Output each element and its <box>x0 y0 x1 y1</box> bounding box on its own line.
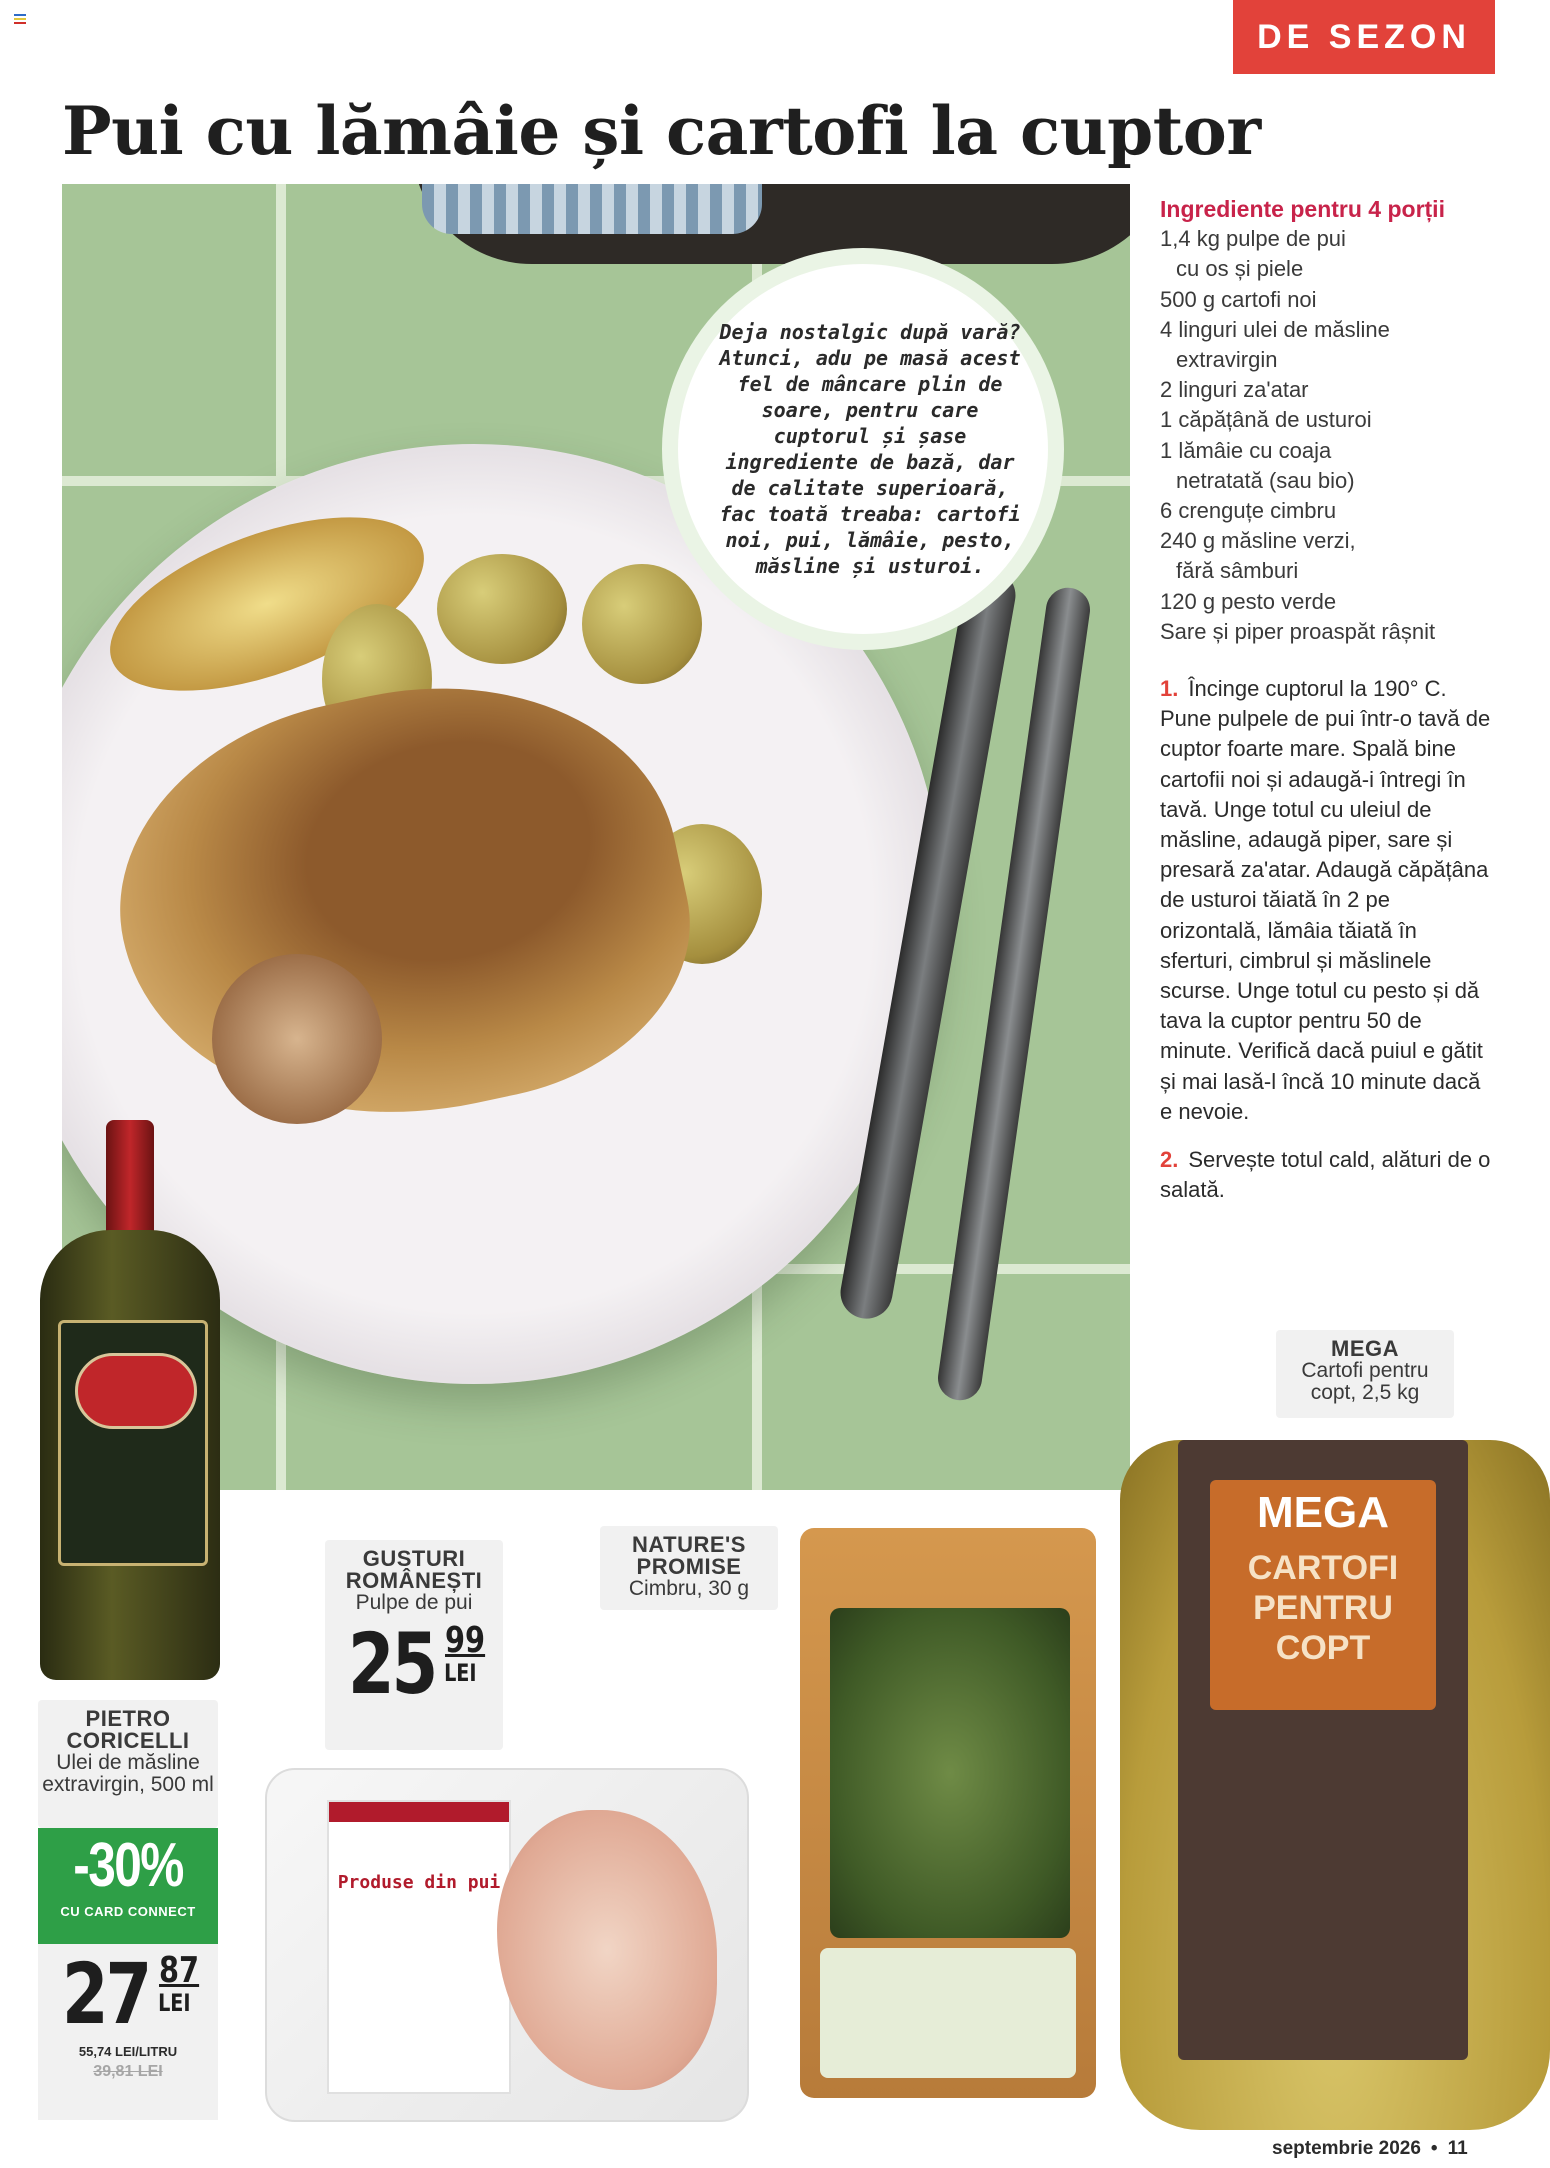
ingredient-item: 4 linguri ulei de măsline <box>1160 316 1390 342</box>
page-title: Pui cu lămâie și cartofi la cuptor <box>62 92 1261 170</box>
product-description: Pulpe de pui <box>355 1591 473 1614</box>
step-text: Încinge cuptorul la 190° C. Pune pulpele de pui într-o tavă de cuptor foarte mare. Spală bine cartofii noi și adaugă-i întregi în tavă. Unge totul cu uleiul de măsline, adaugă piper, sare și presară za'atar. Adaugă căpățâna de usturoi tăiată în 2 pe orizontală, lămâia tăiată în sferturi, cimbrul și măslinele scurse. Unge totul cu pesto și dă tava la cuptor pentru 50 de minute. Verifică dacă puiul e gătit și mai lasă-l încă 10 minute dacă e nevoie. <box>1160 676 1491 1124</box>
recipe-step <box>1160 674 1496 1127</box>
thyme-package-image <box>800 1528 1096 2098</box>
section-tab: DE SEZON <box>1233 0 1495 74</box>
product-brand: PIETRO CORICELLI <box>66 1706 190 1753</box>
product-label-pietro <box>38 1700 218 1828</box>
discount-badge <box>38 1828 218 1944</box>
price-currency: LEI <box>158 1989 191 2017</box>
discount-percent: -30% <box>73 1831 183 1900</box>
bag-logo: MEGA <box>1257 1488 1389 1537</box>
ingredient-item: cu os și piele <box>1176 256 1304 282</box>
recipe-steps <box>1160 674 1496 1223</box>
page-footer: septembrie 2026 • 11 <box>1272 2138 1468 2159</box>
potato-image <box>582 564 702 684</box>
ingredient-item: 1 căpățână de usturoi <box>1160 407 1372 433</box>
ingredients-title: Ingrediente pentru 4 porții <box>1160 196 1445 222</box>
price-currency: LEI <box>444 1659 477 1687</box>
ingredient-item: 1,4 kg pulpe de pui <box>1160 226 1346 252</box>
kitchen-cloth-image <box>422 184 762 234</box>
ingredient-item: fără sâmburi <box>1176 558 1299 584</box>
corner-flag-icon <box>14 14 26 24</box>
unit-price: 55,74 LEI/LITRU <box>78 2044 178 2059</box>
step-number: 2. <box>1160 1147 1179 1173</box>
quote-bubble <box>662 248 1064 650</box>
price <box>325 1615 503 1713</box>
product-label-natures <box>600 1526 778 1610</box>
ingredient-item: netratată (sau bio) <box>1176 467 1355 493</box>
ingredient-item: 240 g măsline verzi, <box>1160 528 1356 554</box>
step-number: 1. <box>1160 676 1179 701</box>
page-number: 11 <box>1447 2138 1468 2159</box>
price <box>38 1945 218 2043</box>
ingredient-item: 120 g pesto verde <box>1160 588 1337 614</box>
price-box-pietro <box>38 1944 218 2120</box>
recipe-step <box>1160 1145 1496 1205</box>
product-brand: GUSTURI ROMÂNEȘTI <box>345 1546 483 1593</box>
product-label-mega <box>1276 1330 1454 1418</box>
potato-image <box>437 554 567 664</box>
product-label-gusturi <box>325 1540 503 1750</box>
product-brand: NATURE'S PROMISE <box>632 1532 746 1579</box>
ingredient-item: 1 lămâie cu coaja <box>1160 437 1332 463</box>
ingredient-item: Sare și piper proaspăt râșnit <box>1160 618 1436 644</box>
potato-bag-image <box>1120 1440 1550 2130</box>
product-brand: MEGA <box>1331 1336 1399 1361</box>
product-description: Cimbru, 30 g <box>628 1577 750 1600</box>
ingredient-item: 2 linguri za'atar <box>1160 377 1309 403</box>
ingredient-item: extravirgin <box>1176 347 1278 373</box>
package-title: Produse din pui <box>337 1872 501 1893</box>
olive-oil-bottle-image <box>40 1120 220 1680</box>
price-decimals: 99 <box>445 1620 486 1661</box>
discount-note: CU CARD CONNECT <box>60 1904 196 1919</box>
price-integer: 25 <box>348 1615 436 1713</box>
product-description: Ulei de măsline extravirgin, 500 ml <box>42 1751 214 1796</box>
ingredients-list <box>1160 194 1540 647</box>
step-text: Servește totul cald, alături de o salată. <box>1160 1147 1491 1203</box>
price-decimals: 87 <box>159 1950 200 1991</box>
issue-month: septembrie 2026 <box>1272 2138 1421 2159</box>
ingredient-item: 500 g cartofi noi <box>1160 286 1317 312</box>
ingredient-item: 6 crenguțe cimbru <box>1160 498 1337 524</box>
product-description: Cartofi pentru copt, 2,5 kg <box>1301 1359 1429 1404</box>
bag-title: CARTOFI PENTRU COPT <box>1247 1549 1399 1667</box>
garlic-image <box>212 954 382 1124</box>
quote-text: Deja nostalgic după vară? Atunci, adu pe masă acest fel de mâncare plin de soare, pentru care cuptorul și șase ingrediente de bază, dar de calitate superioară, fac toată treaba: cartofi noi, pui, lămâie, pesto, măsline și usturoi. <box>719 320 1021 578</box>
old-price: 39,81 LEI <box>93 2063 163 2080</box>
price-integer: 27 <box>62 1945 150 2043</box>
chicken-package-image <box>265 1768 749 2122</box>
